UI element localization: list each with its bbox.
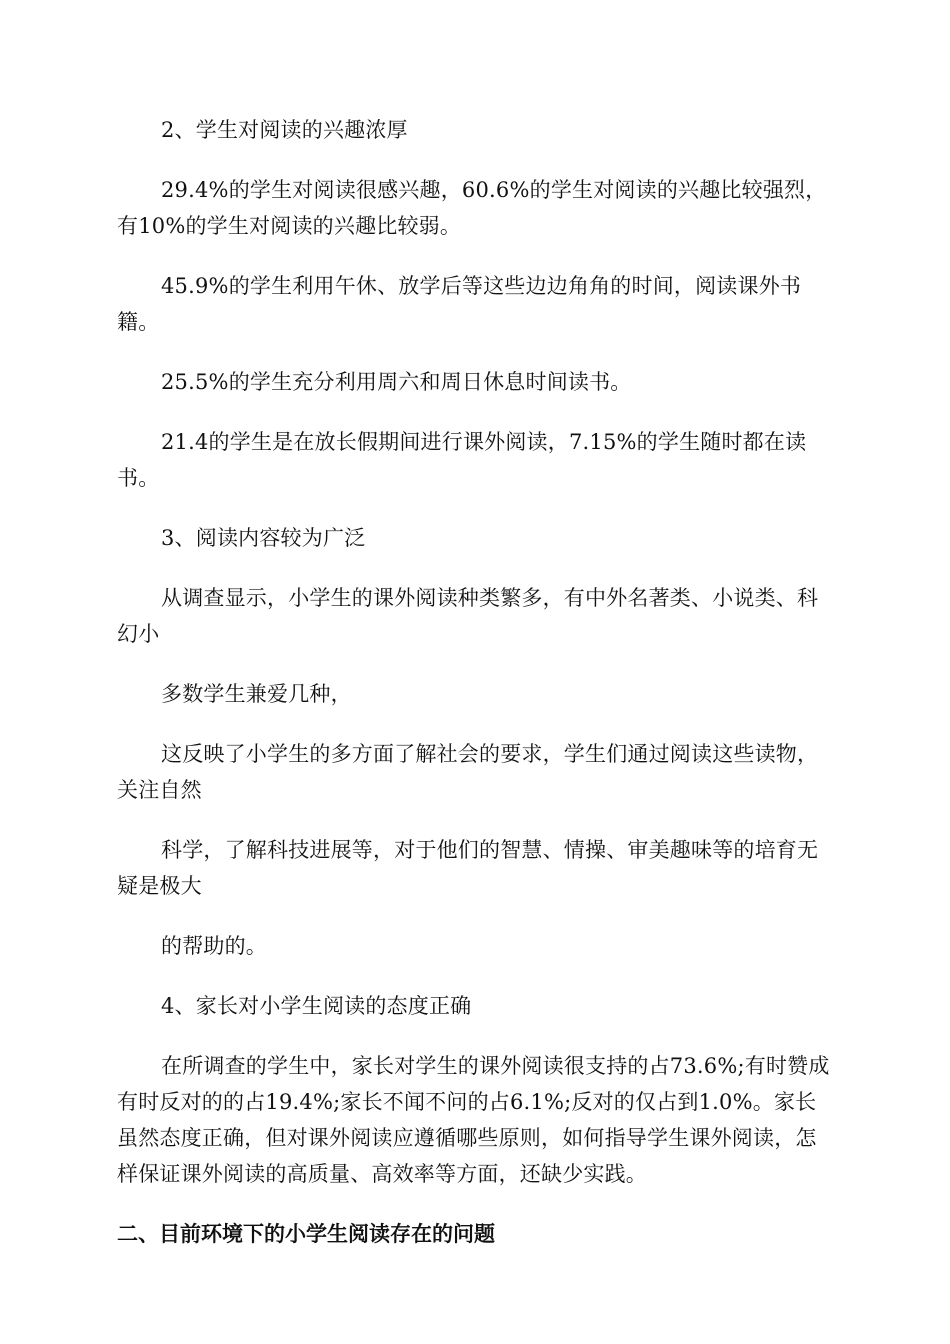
- paragraph-spare-time: 45.9%的学生利用午休、放学后等这些边边角角的时间，阅读课外书籍。: [117, 274, 802, 334]
- paragraph-science: 科学，了解科技进展等，对于他们的智慧、情操、审美趣味等的培育无疑是极大: [117, 838, 819, 898]
- paragraph-interest-stats: 29.4%的学生对阅读很感兴趣，60.6%的学生对阅读的兴趣比较强烈，有10%的学生对阅读的兴趣比较弱。: [117, 178, 827, 238]
- paragraph-survey: 从调查显示，小学生的课外阅读种类繁多，有中外名著类、小说类、科幻小: [117, 586, 819, 646]
- paragraph-help: 的帮助的。: [161, 934, 267, 958]
- paragraph-parents-stats: 在所调查的学生中，家长对学生的课外阅读很支持的占73.6%;有时赞成有时反对的的占19.4%;家长不闻不问的占6.1%;反对的仅占到1.0%。家长虽然态度正确，但对课外阅读应遵循哪些原则，如何指导学生课外阅读，怎样保证课外阅读的高质量、高效率等方面，还缺少实践。: [117, 1054, 830, 1186]
- document-body: [117, 112, 833, 1276]
- paragraph-weekend: 25.5%的学生充分利用周六和周日休息时间读书。: [161, 370, 632, 394]
- paragraph-reflection: 这反映了小学生的多方面了解社会的要求，学生们通过阅读这些读物，关注自然: [117, 742, 819, 802]
- paragraph-holiday: 21.4的学生是在放长假期间进行课外阅读，7.15%的学生随时都在读书。: [117, 430, 807, 490]
- section-heading: 二、目前环境下的小学生阅读存在的问题: [117, 1222, 495, 1246]
- subheading-content: 3、阅读内容较为广泛: [161, 526, 366, 550]
- paragraph-multiple: 多数学生兼爱几种，: [161, 682, 352, 706]
- subheading-interest: 2、学生对阅读的兴趣浓厚: [161, 118, 408, 142]
- subheading-parents: 4、家长对小学生阅读的态度正确: [161, 994, 472, 1018]
